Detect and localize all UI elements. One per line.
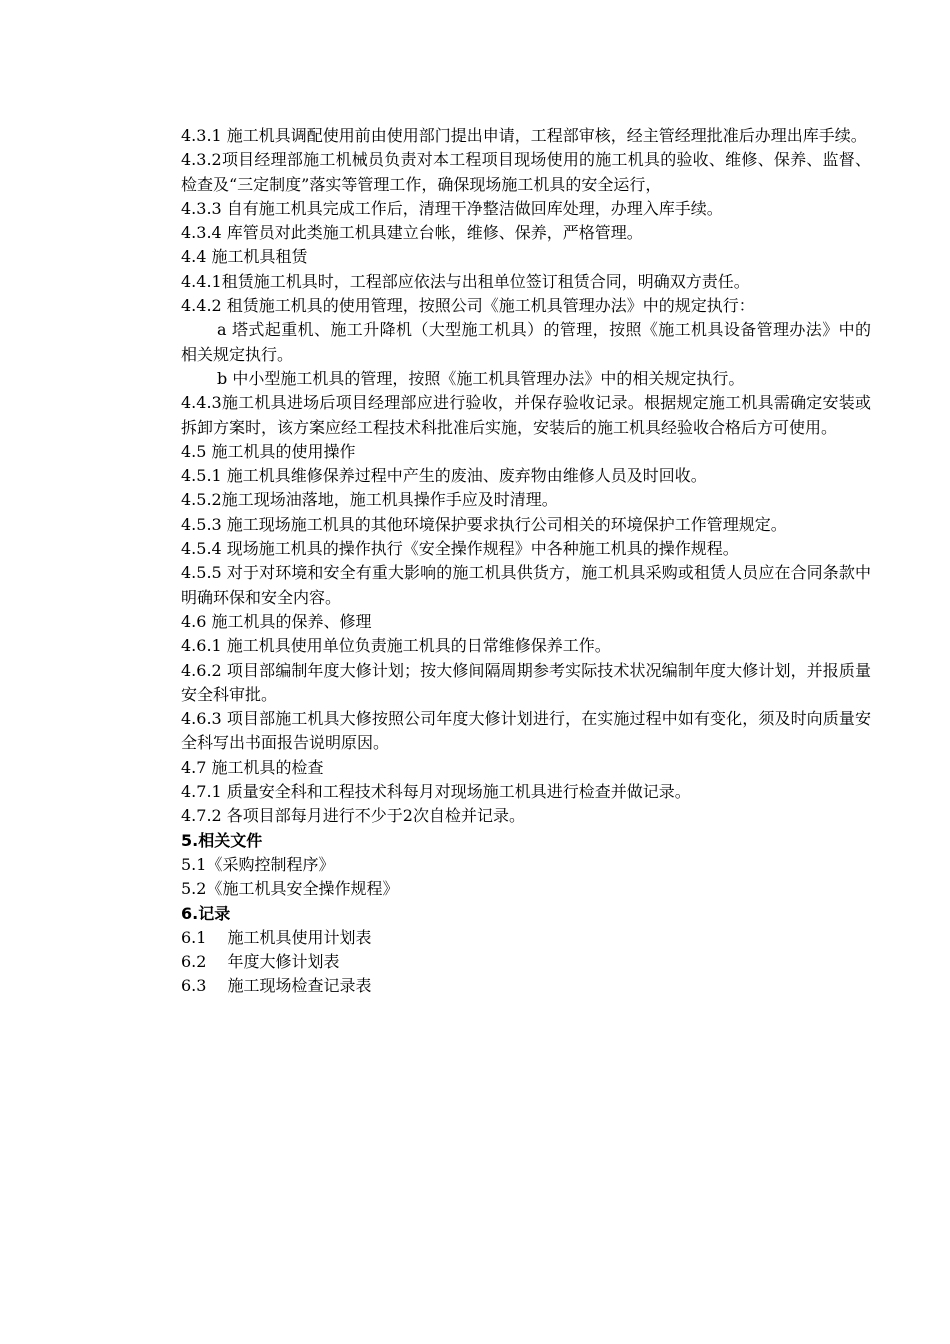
paragraph-4-4-1: 4.4.1租赁施工机具时，工程部应依法与出租单位签订租赁合同，明确双方责任。 bbox=[181, 271, 750, 291]
subheading-4-7: 4.7 施工机具的检查 bbox=[181, 757, 324, 777]
paragraph-4-3-2: 4.3.2项目经理部施工机械员负责对本工程项目现场使用的施工机具的验收、维修、保养、监督、检查及“三定制度”落实等管理工作，确保现场施工机具的安全运行， bbox=[181, 150, 871, 194]
subheading-4-6: 4.6 施工机具的保养、修理 bbox=[181, 611, 372, 631]
paragraph-4-3-4: 4.3.4 库管员对此类施工机具建立台帐，维修、保养，严格管理。 bbox=[181, 223, 643, 243]
record-item: 6.3 施工现场检查记录表 bbox=[181, 976, 372, 996]
document-body bbox=[181, 124, 871, 999]
paragraph-4-6-1: 4.6.1 施工机具使用单位负责施工机具的日常维修保养工作。 bbox=[181, 636, 611, 656]
paragraph-4-4-2-b: b 中小型施工机具的管理，按照《施工机具管理办法》中的相关规定执行。 bbox=[217, 368, 745, 388]
paragraph-4-4-3: 4.4.3施工机具进场后项目经理部应进行验收，并保存验收记录。根据规定施工机具需确定安装或拆卸方案时，该方案应经工程技术科批准后实施，安装后的施工机具经验收合格后方可使用。 bbox=[181, 393, 871, 437]
paragraph-4-5-3: 4.5.3 施工现场施工机具的其他环境保护要求执行公司相关的环境保护工作管理规定。 bbox=[181, 514, 787, 534]
paragraph-4-7-2: 4.7.2 各项目部每月进行不少于2次自检并记录。 bbox=[181, 806, 525, 826]
paragraph-4-4-2: 4.4.2 租赁施工机具的使用管理，按照公司《施工机具管理办法》中的规定执行： bbox=[181, 296, 755, 316]
paragraph-4-6-3: 4.6.3 项目部施工机具大修按照公司年度大修计划进行，在实施过程中如有变化，须及时向质量安全科写出书面报告说明原因。 bbox=[181, 709, 871, 753]
related-document-item: 5.2《施工机具安全操作规程》 bbox=[181, 879, 399, 899]
paragraph-4-5-1: 4.5.1 施工机具维修保养过程中产生的废油、废弃物由维修人员及时回收。 bbox=[181, 466, 707, 486]
record-item: 6.2 年度大修计划表 bbox=[181, 952, 340, 972]
section-heading-5: 5.相关文件 bbox=[181, 830, 263, 850]
paragraph-4-4-2-a: a 塔式起重机、施工升降机（大型施工机具）的管理，按照《施工机具设备管理办法》中的相关规定执行。 bbox=[181, 320, 871, 364]
paragraph-4-5-4: 4.5.4 现场施工机具的操作执行《安全操作规程》中各种施工机具的操作规程。 bbox=[181, 539, 739, 559]
paragraph-4-5-2: 4.5.2施工现场油落地，施工机具操作手应及时清理。 bbox=[181, 490, 558, 510]
subheading-4-4: 4.4 施工机具租赁 bbox=[181, 247, 308, 267]
paragraph-4-6-2: 4.6.2 项目部编制年度大修计划；按大修间隔周期参考实际技术状况编制年度大修计划，并报质量安全科审批。 bbox=[181, 660, 871, 704]
section-heading-6: 6.记录 bbox=[181, 903, 231, 923]
paragraph-4-3-1: 4.3.1 施工机具调配使用前由使用部门提出申请，工程部审核，经主管经理批准后办理出库手续。 bbox=[181, 126, 867, 145]
subheading-4-5: 4.5 施工机具的使用操作 bbox=[181, 441, 356, 461]
paragraph-4-3-3: 4.3.3 自有施工机具完成工作后，清理干净整洁做回库处理，办理入库手续。 bbox=[181, 198, 723, 218]
record-item: 6.1 施工机具使用计划表 bbox=[181, 927, 372, 947]
paragraph-4-5-5: 4.5.5 对于对环境和安全有重大影响的施工机具供货方，施工机具采购或租赁人员应在合同条款中明确环保和安全内容。 bbox=[181, 563, 871, 607]
related-document-item: 5.1《采购控制程序》 bbox=[181, 854, 335, 874]
paragraph-4-7-1: 4.7.1 质量安全科和工程技术科每月对现场施工机具进行检查并做记录。 bbox=[181, 782, 691, 802]
